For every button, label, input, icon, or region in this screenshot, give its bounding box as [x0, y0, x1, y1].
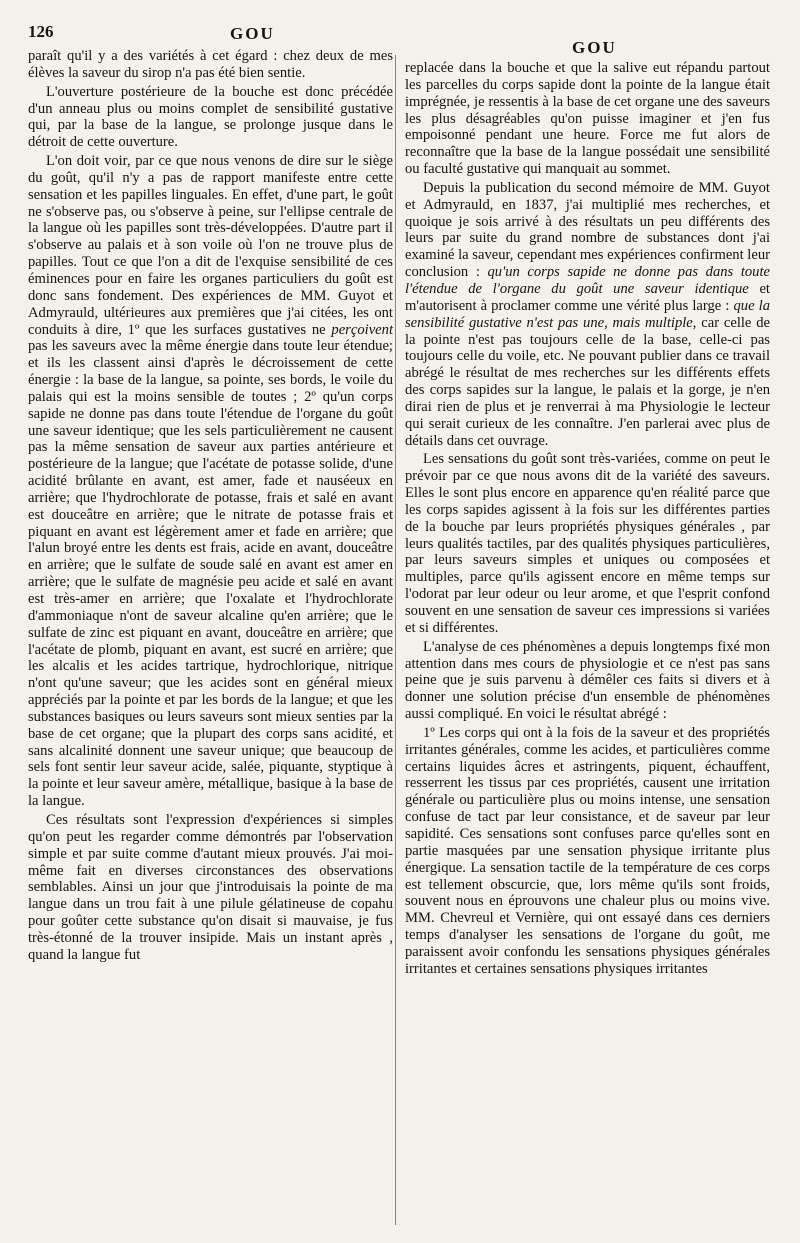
paragraph: Ces résultats sont l'expression d'expériences si simples qu'on peut les regarder comme démontrés par l'observation simple et par suite comme d'autant mieux prouvés. J'ai moi-même fait en diverses circonstances des observations semblables. Ainsi un jour que j'introduisais la pointe de ma langue dans un trou fait à une pilule gélatineuse de copahu pour goûter cette substance qu'on disait si mauvaise, je fus très-étonné de la trouver insipide. Mais un instant après , quand la langue fut [28, 811, 393, 963]
text-run: L'on doit voir, par ce que nous venons de dire sur le siège du goût, qu'il n'y a pas de rapport manifeste entre cette sensation et les papilles linguales. En effet, d'une part, le goût ne s'observe pas, ou s'observe à peine, sur l'ellipse centrale de la langue où les papilles sont très-développées. D'autre part il s'observe au palais et à son voile où l'on ne trouve plus de papilles. Tout ce que l'on a dit de l'exquise sensibilité de ces éminences pour en faire les organes particuliers du goût est donc sans fondement. Des expériences de MM. Guyot et Admyrauld, ultérieures aux premières que j'ai citées, les ont conduits à dire, 1º que les surfaces gustatives ne [28, 153, 393, 338]
paragraph [405, 180, 770, 450]
paragraph: L'analyse de ces phénomènes a depuis longtemps fixé mon attention dans mes cours de physiologie et ce n'est pas sans peine que je suis parvenu à démêler ces faits si divers et à donner une solution précise d'un ensemble de phénomènes aussi compliqué. En voici le résultat abrégé : [405, 638, 770, 723]
paragraph: Les sensations du goût sont très-variées, comme on peut le prévoir par ce que nous avons dit de la variété des saveurs. Elles le sont plus encore en apparence qu'en réalité parce que les corps sapides agissent à la fois sur les différentes parties de la bouche par leurs propriétés physiques générales , par leurs qualités tactiles, par des qualités physiques particulières, par leurs saveurs simples et uniques ou composées et multiples, parce qu'ils agissent encore en même temps sur l'odorat par leur odeur ou leur arome, et que l'esprit confond souvent en une sensation de saveur ces impressions si variées et si différentes. [405, 451, 770, 636]
right-column [405, 60, 770, 978]
running-head-right: GOU [572, 38, 617, 57]
column-divider [395, 55, 396, 1225]
text-run: pas les saveurs avec la même énergie dans toute leur étendue; et ils les classent ainsi d'après le décroissement de cette énergie : la base de la langue, sa pointe, ses bords, le voile du palais qui est la moins sensible de toutes ; 2º qu'un corps sapide ne donne pas dans toute l'étendue de l'organe du goût une saveur identique; que les sels particulièrement ne causent pas la même sensation de saveur aux parties antérieure et postérieure de la langue; que l'acétate de potasse solide, d'une acidité brûlante en avant, est amer, fade et nauséeux en arrière; que l'hydrochlorate de potasse, frais et salé en avant est douceâtre en arrière; que le nitrate de potasse frais et piquant en avant est légèrement amer et fade en arrière; que l'alun broyé entre les dents est frais, acide en avant, douceâtre en arrière; que le sulfate de soude salé en avant est amer en arrière; que le sulfate de magnésie peu acide et salé en avant est très-amer en arrière; que l'oxalate et l'hydrochlorate d'ammoniaque n'ont de saveur alcaline qu'en arrière; que le sulfate de zinc est piquant en avant, douceâtre en arrière; que l'acétate de plomb, piquant en avant, est sucré en arrière; que les alcalis et les acides tartrique, hydrochlorique, nitrique n'ont qu'une saveur; que les acides sont en général mieux appréciés par la pointe et par les bords de la langue; et que les substances basiques ou leurs saveurs sont mieux senties par la base de cet organe; que la plupart des corps sans acidité, et sans alcalinité donnent une saveur unique; que beaucoup de sels font sentir leur saveur acide, salée, piquante, styptique à la pointe et leur saveur amère, métallique, basique à la base de la langue. [28, 338, 393, 810]
paragraph: paraît qu'il y a des variétés à cet égard : chez deux de mes élèves la saveur du sirop n'a pas été bien sentie. [28, 48, 393, 81]
paragraph: L'ouverture postérieure de la bouche est donc précédée d'un anneau plus ou moins complet de sensibilité gustative qui, par la base de la langue, se prolonge jusque dans le détroit de cette ouverture. [28, 83, 393, 151]
text-run: Depuis la publication du second mémoire de MM. Guyot et Admyrauld, en 1837, j'ai multiplié mes recherches, et quoique je sois arrivé à des résultats un peu différents des leurs par suite du grand nombre de substances dont j'ai examiné la saveur, cependant mes expériences confirment leur conclusion : [405, 179, 770, 281]
italic-run: qu'un corps sapide ne donne pas dans toute l'étendue de l'organe du goût une saveur identique [405, 264, 771, 297]
paragraph: replacée dans la bouche et que la salive eut répandu partout les parcelles du corps sapide dont la pointe de la langue était imprégnée, je ressentis à la base de cet organe une des saveurs les plus désagréables qu'on puisse imaginer et j'en fus empoisonné pendant une heure. Force me fut alors de reconnaître que la base de la langue possédait une sensibilité ou faculté gustative qui manquait au sommet. [405, 60, 770, 178]
text-run: et m'autorisent à proclamer comme une vérité plus large : [405, 280, 770, 314]
running-head-left: GOU [230, 24, 275, 43]
paragraph: 1º Les corps qui ont à la fois de la saveur et des propriétés irritantes générales, comme les acides, et particulières comme certains liquides âcres et astringents, piquent, échauffent, resserrent les tissus par ces propriétés, causent une irritation générale ou particulière plus ou moins intense, une sensation confuse de tact par leur consistance, et de saveur par leur sapidité. Ces sensations sont confuses parce qu'elles sont en partie masquées par une sensation physique irritante plus énergique. La sensation tactile de la température de ces corps est tellement obscurcie, que, lors même qu'ils sont froids, souvent nous en éprouvons une chaleur plus ou moins vive. MM. Chevreul et Vernière, qui ont essayé dans ces derniers temps d'analyser les sensations de l'organe du goût, me paraissent avoir confondu les sensations physiques générales irritantes et certaines sensations physiques irritantes [405, 724, 770, 977]
italic-run: que la sensibilité gustative n'est pas une, mais multiple [405, 297, 770, 331]
text-run: , car celle de la pointe n'est pas toujours celle de la base, celle-ci pas toujours celle du voile, etc. Ne pouvant publier dans ce travail abrégé le résultat de mes recherches sur les différents effets des corps sapides sur la langue, le palais et la gorge, je n'en dirai rien de plus et je renverrai à ma Physiologie le lecteur qui serait curieux de les connaître. J'en parlerai avec plus de détails dans cet ouvrage. [405, 314, 771, 449]
left-column [28, 48, 393, 964]
italic-run: perçoivent [331, 321, 393, 338]
paragraph [28, 153, 393, 810]
page-number: 126 [28, 22, 54, 41]
